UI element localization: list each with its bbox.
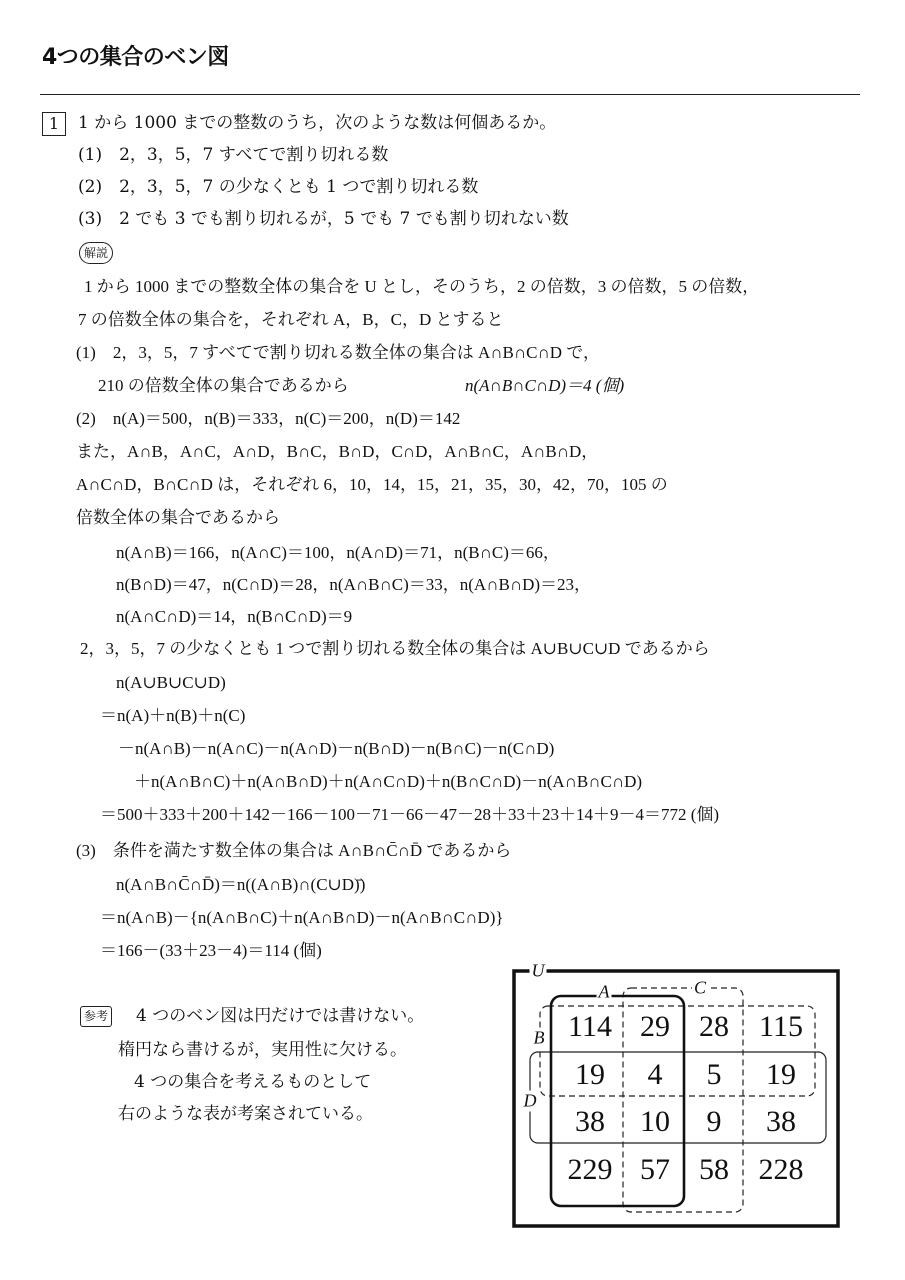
region-count: 4 [647, 1058, 663, 1091]
region-count: 115 [759, 1010, 803, 1043]
set-label-d: D [523, 1090, 537, 1111]
region-count: 19 [766, 1058, 796, 1091]
set-label-b: B [533, 1027, 545, 1048]
region-count: 9 [706, 1105, 722, 1138]
part2-line-6: n(B∩D)＝47，n(C∩D)＝28，n(A∩B∩C)＝33，n(A∩B∩D)＝23， [116, 575, 592, 594]
reference-line-3: 4 つの集合を考えるものとして [134, 1072, 372, 1092]
part3-line-2: n(A∩B∩C̄∩D̄)＝n((A∩B)∩(C∪D)̄) [116, 875, 366, 894]
page-title: 4つの集合のベン図 [42, 45, 229, 70]
reference-line-2: 楕円なら書けるが，実用性に欠ける。 [118, 1040, 407, 1060]
problem-number: 1 [42, 112, 66, 136]
reference-line-4: 右のような表が考案されている。 [118, 1104, 373, 1124]
solution-intro-1: 1 から 1000 までの整数全体の集合を U とし，そのうち，2 の倍数，3 の倍数，5 の倍数， [84, 277, 760, 296]
part2-line-11: －n(A∩B)－n(A∩C)－n(A∩D)－n(B∩D)－n(B∩C)－n(C∩D) [118, 739, 555, 758]
reference-badge: 参考 [80, 1006, 112, 1027]
solution-intro-2: 7 の倍数全体の集合を，それぞれ A，B，C，D とすると [78, 310, 504, 329]
problem-item-1: (1) 2，3，5，7 すべてで割り切れる数 [78, 145, 389, 165]
part2-line-4: 倍数全体の集合であるから [76, 508, 280, 527]
part3-line-3: ＝n(A∩B)－{n(A∩B∩C)＋n(A∩B∩D)－n(A∩B∩C∩D)} [100, 908, 504, 927]
part1-line-1: (1) 2，3，5，7 すべてで割り切れる数全体の集合は A∩B∩C∩D で， [76, 343, 600, 362]
region-count: 38 [766, 1105, 796, 1138]
region-count: 28 [699, 1010, 729, 1043]
region-count: 5 [706, 1058, 722, 1091]
part2-line-2: また，A∩B，A∩C，A∩D，B∩C，B∩D，C∩D，A∩B∩C，A∩B∩D， [76, 442, 599, 461]
set-label-a: A [598, 981, 610, 1002]
reference-line-1: 4 つのベン図は円だけでは書けない。 [136, 1006, 425, 1026]
part2-line-1: (2) n(A)＝500，n(B)＝333，n(C)＝200，n(D)＝142 [76, 409, 461, 428]
part2-line-5: n(A∩B)＝166，n(A∩C)＝100，n(A∩D)＝71，n(B∩C)＝66， [116, 543, 560, 562]
problem-item-2: (2) 2，3，5，7 の少なくとも 1 つで割り切れる数 [78, 177, 479, 197]
region-count: 114 [568, 1010, 612, 1043]
part2-line-10: ＝n(A)＋n(B)＋n(C) [100, 706, 246, 725]
set-label-c: C [693, 977, 707, 998]
region-count: 228 [758, 1153, 804, 1186]
part2-line-8: 2，3，5，7 の少なくとも 1 つで割り切れる数全体の集合は A∪B∪C∪D であるから [80, 639, 710, 658]
solution-badge: 解説 [79, 242, 113, 264]
region-count: 19 [575, 1058, 605, 1091]
part2-line-7: n(A∩C∩D)＝14，n(B∩C∩D)＝9 [116, 607, 353, 626]
part2-line-3: A∩C∩D，B∩C∩D は，それぞれ 6，10，14，15，21，35，30，42，70，105 の [76, 475, 668, 494]
problem-stem: 1 から 1000 までの整数のうち，次のような数は何個あるか。 [78, 113, 557, 133]
region-count: 58 [699, 1153, 729, 1186]
part3-line-1: (3) 条件を満たす数全体の集合は A∩B∩C̄∩D̄ であるから [76, 841, 512, 860]
region-count: 229 [567, 1153, 613, 1186]
part2-line-12: ＋n(A∩B∩C)＋n(A∩B∩D)＋n(A∩C∩D)＋n(B∩C∩D)－n(A∩B∩C∩D) [134, 772, 643, 791]
part3-line-4: ＝166－(33＋23－4)＝114 (個) [100, 941, 322, 960]
region-count: 38 [575, 1105, 605, 1138]
part2-line-9: n(A∪B∪C∪D) [116, 673, 226, 692]
problem-item-3: (3) 2 でも 3 でも割り切れるが，5 でも 7 でも割り切れない数 [78, 209, 569, 229]
part1-result: n(A∩B∩C∩D)＝4 (個) [465, 376, 625, 395]
part1-line-2: 210 の倍数全体の集合であるから [98, 376, 349, 395]
part2-line-13: ＝500＋333＋200＋142－166－100－71－66－47－28＋33＋23＋14＋9－4＝772 (個) [100, 805, 720, 824]
region-count: 57 [640, 1153, 670, 1186]
region-count: 29 [640, 1010, 670, 1043]
set-label-u: U [531, 960, 545, 981]
region-count: 10 [640, 1105, 670, 1138]
